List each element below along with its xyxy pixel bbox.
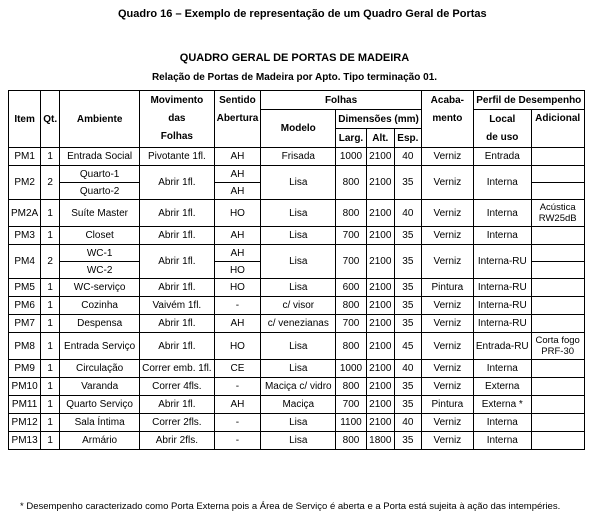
modelo-cell: Lisa: [261, 360, 336, 378]
item-cell: PM11: [9, 396, 41, 414]
local-cell: Interna: [473, 227, 531, 245]
larg-cell: 800: [336, 432, 366, 450]
sentido-cell: HO: [214, 279, 261, 297]
sentido-cell: -: [214, 414, 261, 432]
movimento-cell: Correr 4fls.: [140, 378, 214, 396]
movimento-cell: Correr emb. 1fl.: [140, 360, 214, 378]
ambiente-cell: Varanda: [60, 378, 140, 396]
movimento-cell: Abrir 2fls.: [140, 432, 214, 450]
alt-cell: 2100: [366, 245, 394, 279]
esp-cell: 40: [394, 360, 421, 378]
acabamento-cell: Verniz: [421, 297, 473, 315]
esp-cell: 35: [394, 315, 421, 333]
adicional-cell: Acústica RW25dB: [531, 200, 584, 227]
qt-cell: 2: [41, 166, 60, 200]
adicional-cell: [531, 148, 584, 166]
local-cell: Interna: [473, 166, 531, 200]
larg-cell: 1000: [336, 360, 366, 378]
sentido-cell: -: [214, 378, 261, 396]
sentido-cell: HO: [214, 333, 261, 360]
esp-cell: 40: [394, 414, 421, 432]
local-cell: Interna: [473, 200, 531, 227]
item-cell: PM12: [9, 414, 41, 432]
movimento-cell: Vaivém 1fl.: [140, 297, 214, 315]
table-row: [9, 245, 585, 262]
movimento-cell: Pivotante 1fl.: [140, 148, 214, 166]
local-cell: Interna: [473, 414, 531, 432]
header-dimensoes: Dimensões (mm): [336, 110, 422, 129]
movimento-cell: Abrir 1fl.: [140, 396, 214, 414]
adicional-cell: [531, 297, 584, 315]
qt-cell: 1: [41, 148, 60, 166]
item-cell: PM2A: [9, 200, 41, 227]
movimento-cell: Abrir 1fl.: [140, 166, 214, 200]
local-cell: Interna-RU: [473, 245, 531, 279]
header-movimento: Movimento das Folhas: [140, 91, 214, 148]
table-row: [9, 166, 585, 183]
header-adicional: Adicional: [531, 110, 584, 148]
sentido-cell: AH: [214, 315, 261, 333]
alt-cell: 2100: [366, 360, 394, 378]
table-row: [9, 360, 585, 378]
esp-cell: 40: [394, 200, 421, 227]
modelo-cell: Lisa: [261, 227, 336, 245]
ambiente-cell: WC-serviço: [60, 279, 140, 297]
caption: Quadro 16 – Exemplo de representação de um Quadro Geral de Portas: [118, 8, 487, 20]
modelo-cell: Maciça c/ vidro: [261, 378, 336, 396]
ambiente-cell: Entrada Social: [60, 148, 140, 166]
alt-cell: 2100: [366, 166, 394, 200]
esp-cell: 35: [394, 227, 421, 245]
acabamento-cell: Verniz: [421, 245, 473, 279]
sentido-cell: -: [214, 297, 261, 315]
ambiente-cell: Entrada Serviço: [60, 333, 140, 360]
esp-cell: 35: [394, 297, 421, 315]
qt-cell: 1: [41, 200, 60, 227]
table-row: [9, 414, 585, 432]
qt-cell: 1: [41, 279, 60, 297]
acabamento-cell: Verniz: [421, 414, 473, 432]
header-acabamento: Acaba- mento: [421, 91, 473, 148]
larg-cell: 600: [336, 279, 366, 297]
acabamento-cell: Verniz: [421, 166, 473, 200]
movimento-cell: Abrir 1fl.: [140, 333, 214, 360]
acabamento-cell: Pintura: [421, 396, 473, 414]
local-cell: Externa: [473, 378, 531, 396]
sentido-cell: AH: [214, 148, 261, 166]
table-row: [9, 200, 585, 227]
esp-cell: 40: [394, 148, 421, 166]
esp-cell: 45: [394, 333, 421, 360]
alt-cell: 2100: [366, 148, 394, 166]
modelo-cell: Lisa: [261, 166, 336, 200]
modelo-cell: c/ venezianas: [261, 315, 336, 333]
qt-cell: 1: [41, 414, 60, 432]
header-item: Item: [9, 91, 41, 148]
larg-cell: 800: [336, 333, 366, 360]
item-cell: PM4: [9, 245, 41, 279]
adicional-cell: [531, 262, 584, 279]
adicional-cell: [531, 245, 584, 262]
larg-cell: 1000: [336, 148, 366, 166]
acabamento-cell: Verniz: [421, 200, 473, 227]
table-row: [9, 297, 585, 315]
local-cell: Interna-RU: [473, 279, 531, 297]
doors-table: [8, 90, 585, 450]
header-esp: Esp.: [394, 129, 421, 148]
larg-cell: 1100: [336, 414, 366, 432]
item-cell: PM9: [9, 360, 41, 378]
qt-cell: 1: [41, 360, 60, 378]
adicional-cell: Corta fogo PRF-30: [531, 333, 584, 360]
ambiente-cell: WC-1: [60, 245, 140, 262]
local-cell: Entrada-RU: [473, 333, 531, 360]
table-row: [9, 148, 585, 166]
table-row: [9, 279, 585, 297]
item-cell: PM13: [9, 432, 41, 450]
ambiente-cell: Suíte Master: [60, 200, 140, 227]
local-cell: Interna-RU: [473, 315, 531, 333]
qt-cell: 1: [41, 333, 60, 360]
item-cell: PM7: [9, 315, 41, 333]
footnote: * Desempenho caracterizado como Porta Externa pois a Área de Serviço é aberta e a Porta está sujeita à ação das intempéries.: [20, 501, 561, 512]
adicional-cell: [531, 432, 584, 450]
item-cell: PM5: [9, 279, 41, 297]
local-cell: Interna: [473, 432, 531, 450]
local-cell: Entrada: [473, 148, 531, 166]
table-row: [9, 396, 585, 414]
header-ambiente: Ambiente: [60, 91, 140, 148]
esp-cell: 35: [394, 432, 421, 450]
movimento-cell: Correr 2fls.: [140, 414, 214, 432]
esp-cell: 35: [394, 396, 421, 414]
alt-cell: 1800: [366, 432, 394, 450]
esp-cell: 35: [394, 245, 421, 279]
movimento-cell: Abrir 1fl.: [140, 245, 214, 279]
sentido-cell: HO: [214, 262, 261, 279]
qt-cell: 1: [41, 315, 60, 333]
acabamento-cell: Verniz: [421, 148, 473, 166]
acabamento-cell: Verniz: [421, 360, 473, 378]
header-qt: Qt.: [41, 91, 60, 148]
alt-cell: 2100: [366, 333, 394, 360]
sentido-cell: AH: [214, 227, 261, 245]
acabamento-cell: Verniz: [421, 227, 473, 245]
adicional-cell: [531, 183, 584, 200]
header-modelo: Modelo: [261, 110, 336, 148]
ambiente-cell: Despensa: [60, 315, 140, 333]
larg-cell: 700: [336, 315, 366, 333]
esp-cell: 35: [394, 378, 421, 396]
header-sentido: Sentido Abertura: [214, 91, 261, 148]
alt-cell: 2100: [366, 378, 394, 396]
ambiente-cell: Quarto-1: [60, 166, 140, 183]
acabamento-cell: Verniz: [421, 333, 473, 360]
acabamento-cell: Verniz: [421, 315, 473, 333]
qt-cell: 1: [41, 396, 60, 414]
modelo-cell: Lisa: [261, 279, 336, 297]
larg-cell: 800: [336, 297, 366, 315]
table-subtitle: Relação de Portas de Madeira por Apto. Tipo terminação 01.: [151, 72, 438, 83]
ambiente-cell: Closet: [60, 227, 140, 245]
alt-cell: 2100: [366, 315, 394, 333]
ambiente-cell: Circulação: [60, 360, 140, 378]
local-cell: Interna-RU: [473, 297, 531, 315]
sentido-cell: CE: [214, 360, 261, 378]
sentido-cell: AH: [214, 183, 261, 200]
ambiente-cell: Cozinha: [60, 297, 140, 315]
modelo-cell: Lisa: [261, 414, 336, 432]
ambiente-cell: Quarto-2: [60, 183, 140, 200]
ambiente-cell: Armário: [60, 432, 140, 450]
sentido-cell: AH: [214, 396, 261, 414]
adicional-cell: [531, 414, 584, 432]
adicional-cell: [531, 279, 584, 297]
adicional-cell: [531, 315, 584, 333]
header-alt: Alt.: [366, 129, 394, 148]
movimento-cell: Abrir 1fl.: [140, 227, 214, 245]
modelo-cell: Frisada: [261, 148, 336, 166]
table-row: [9, 432, 585, 450]
sentido-cell: -: [214, 432, 261, 450]
acabamento-cell: Pintura: [421, 279, 473, 297]
larg-cell: 700: [336, 396, 366, 414]
ambiente-cell: Sala Íntima: [60, 414, 140, 432]
qt-cell: 2: [41, 245, 60, 279]
item-cell: PM3: [9, 227, 41, 245]
adicional-cell: [531, 396, 584, 414]
esp-cell: 35: [394, 279, 421, 297]
qt-cell: 1: [41, 227, 60, 245]
larg-cell: 700: [336, 245, 366, 279]
sentido-cell: AH: [214, 245, 261, 262]
qt-cell: 1: [41, 297, 60, 315]
modelo-cell: Lisa: [261, 245, 336, 279]
alt-cell: 2100: [366, 297, 394, 315]
alt-cell: 2100: [366, 279, 394, 297]
item-cell: PM1: [9, 148, 41, 166]
sentido-cell: HO: [214, 200, 261, 227]
adicional-cell: [531, 360, 584, 378]
modelo-cell: Maciça: [261, 396, 336, 414]
table-row: [9, 227, 585, 245]
qt-cell: 1: [41, 378, 60, 396]
modelo-cell: Lisa: [261, 333, 336, 360]
item-cell: PM10: [9, 378, 41, 396]
adicional-cell: [531, 166, 584, 183]
qt-cell: 1: [41, 432, 60, 450]
alt-cell: 2100: [366, 200, 394, 227]
larg-cell: 700: [336, 227, 366, 245]
local-cell: Externa *: [473, 396, 531, 414]
ambiente-cell: WC-2: [60, 262, 140, 279]
item-cell: PM8: [9, 333, 41, 360]
table-title: QUADRO GERAL DE PORTAS DE MADEIRA: [179, 52, 410, 64]
table-row: [9, 333, 585, 360]
ambiente-cell: Quarto Serviço: [60, 396, 140, 414]
table-row: [9, 378, 585, 396]
modelo-cell: Lisa: [261, 432, 336, 450]
larg-cell: 800: [336, 166, 366, 200]
modelo-cell: c/ visor: [261, 297, 336, 315]
larg-cell: 800: [336, 378, 366, 396]
header-folhas: Folhas: [261, 91, 422, 110]
local-cell: Interna: [473, 360, 531, 378]
header-perfil: Perfil de Desempenho: [473, 91, 584, 110]
item-cell: PM6: [9, 297, 41, 315]
movimento-cell: Abrir 1fl.: [140, 315, 214, 333]
modelo-cell: Lisa: [261, 200, 336, 227]
alt-cell: 2100: [366, 396, 394, 414]
esp-cell: 35: [394, 166, 421, 200]
movimento-cell: Abrir 1fl.: [140, 200, 214, 227]
adicional-cell: [531, 227, 584, 245]
adicional-cell: [531, 378, 584, 396]
alt-cell: 2100: [366, 227, 394, 245]
header-local: Local de uso: [473, 110, 531, 148]
movimento-cell: Abrir 1fl.: [140, 279, 214, 297]
acabamento-cell: Verniz: [421, 432, 473, 450]
acabamento-cell: Verniz: [421, 378, 473, 396]
alt-cell: 2100: [366, 414, 394, 432]
sentido-cell: AH: [214, 166, 261, 183]
item-cell: PM2: [9, 166, 41, 200]
header-larg: Larg.: [336, 129, 366, 148]
larg-cell: 800: [336, 200, 366, 227]
table-row: [9, 315, 585, 333]
